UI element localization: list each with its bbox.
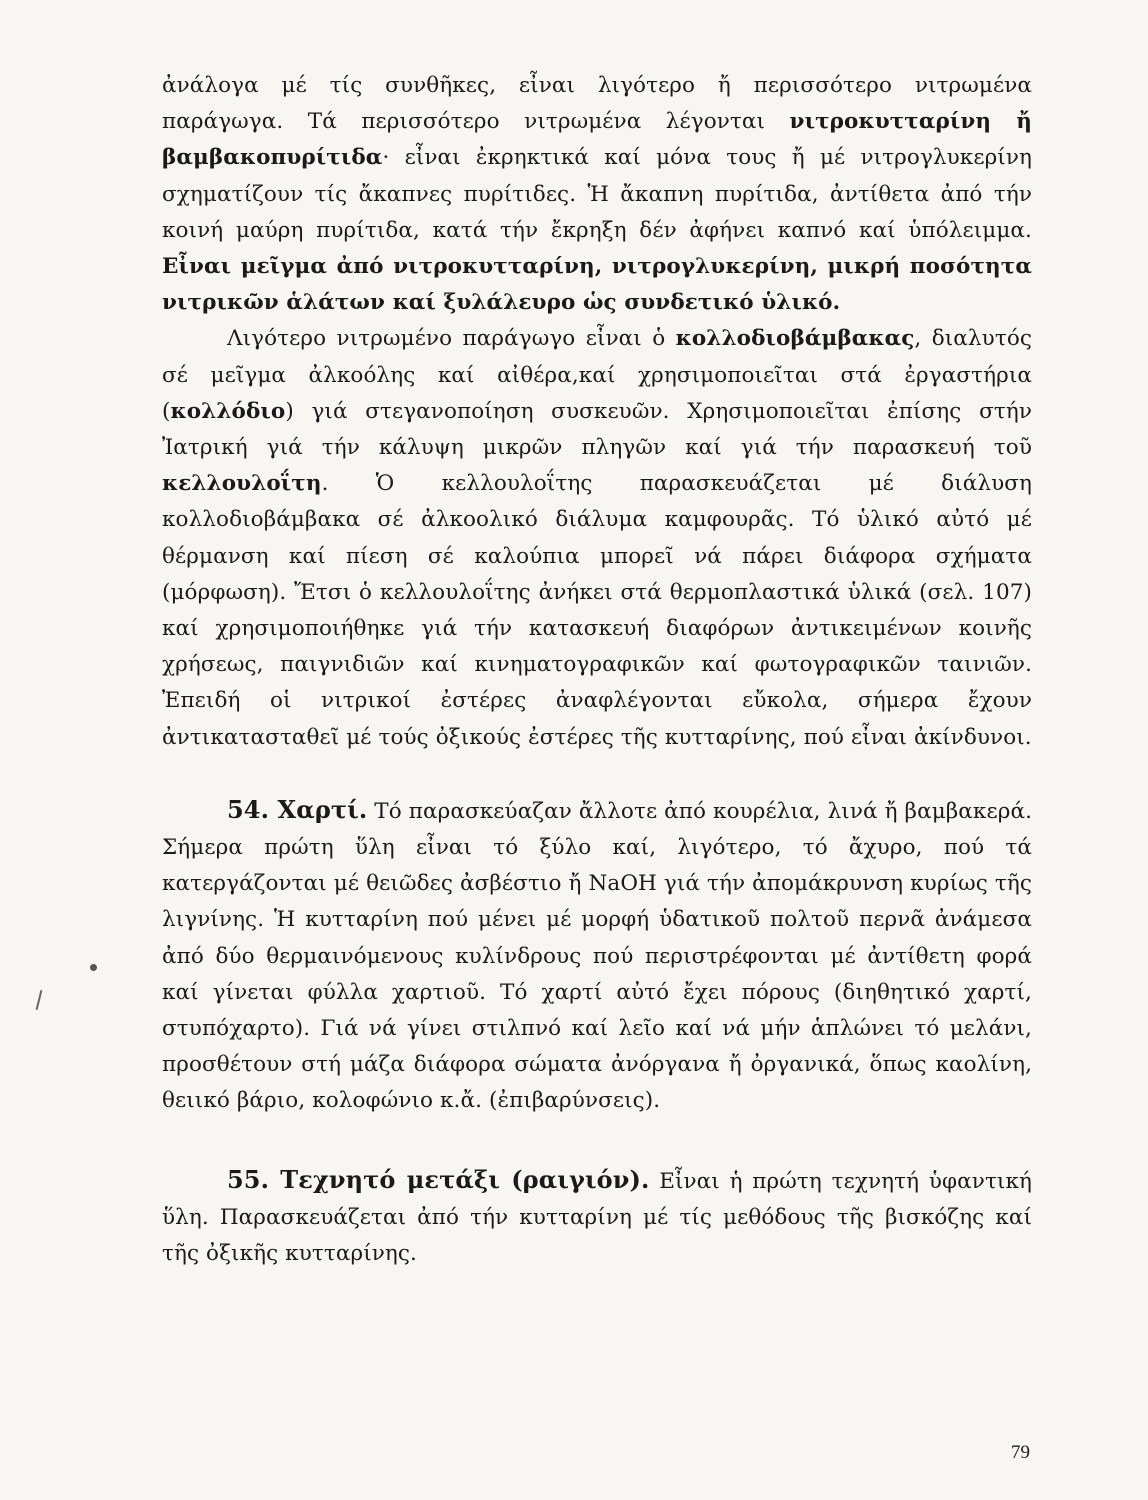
term-nitrocellulose: νιτροκυτταρίνη ἤ βαμβακοπυρίτιδα [162,109,1032,171]
section-55-title: 55. Τεχνητό μετάξι (ραιγιόν). [227,1164,650,1194]
text-run: Λιγότερο νιτρωμένο παράγωγο εἶναι ὁ [227,326,676,352]
section-55-rayon [162,1162,1032,1273]
text-run: · εἶναι ἐκρηκτικά καί μόνα τους ἤ μέ νιτρογλυκερίνη σχηματίζουν τίς ἄκαπνες πυρίτιδες. Ἡ ἄκαπνη πυρίτιδα, ἀντίθετα ἀπό τήν κοινή μαύρη πυρίτιδα, κατά τήν ἔκρηξη δέν ἀφήνει καπνό καί ὑπόλειμμα. [162,145,1032,243]
term-celluloid: κελλουλοΐτη [162,471,322,497]
page-body [162,68,1032,1272]
paragraph-nitrocellulose [162,68,1032,321]
term-collodion: κολλόδιο [170,398,286,424]
margin-mark [36,990,43,1010]
text-run: ) γιά στεγανοποίηση συσκευῶν. Χρησιμοποιεῖται ἐπίσης στήν Ἰατρική γιά τήν κάλυψη μικρῶν πληγῶν καί γιά τήν παρασκευή τοῦ [162,398,1032,461]
text-run: Εἶναι ἡ πρώτη τεχνητή ὑφαντική ὕλη. Παρασκευάζεται ἀπό τήν κυτταρίνη μέ τίς μεθόδους τῆς βισκόζης καί τῆς ὀξικῆς κυτταρίνης. [162,1168,1032,1267]
text-run: ἀνάλογα μέ τίς συνθῆκες, εἶναι λιγότερο ἤ περισσότερο νιτρωμένα παράγωγα. Τά περισσότερο νιτρωμένα λέγονται [162,73,1032,135]
term-collodion-cotton: κολλοδιοβάμβακας [675,326,915,352]
paragraph-collodion [162,321,1032,755]
smokeless-powder-composition: Εἶναι μεῖγμα ἀπό νιτροκυτταρίνη, νιτρογλυκερίνη, μικρή ποσότητα νιτρικῶν ἁλάτων καί ξυλάλευρο ὡς συνδετικό ὑλικό. [162,254,1032,316]
section-54-paper [162,792,1032,1120]
text-run: . Ὁ κελλουλοΐτης παρασκευάζεται μέ διάλυση κολλοδιοβάμβακα σέ ἀλκοολικό διάλυμα καμφουρᾶς. Τό ὑλικό αὐτό μέ θέρμανση καί πίεση σέ καλούπια μπορεῖ νά πάρει διάφορα σχήματα (μόρφωση). Ἔτσι ὁ κελλουλοΐτης ἀνήκει στά θερμοπλαστικά ὑλικά (σελ. 107) καί χρησιμοποιήθηκε γιά τήν κατασκευή διαφόρων ἀντικειμένων κοινῆς χρήσεως, παιγνιδιῶν καί κινηματογραφικῶν καί φωτογραφικῶν ταινιῶν. Ἐπειδή οἱ νιτρικοί ἐστέρες ἀναφλέγονται εὔκολα, σήμερα ἔχουν ἀντικατασταθεῖ μέ τούς ὀξικούς ἐστέρες τῆς κυτταρίνης, πού εἶναι ἀκίνδυνοι. [162,471,1032,750]
page-number: 79 [1011,1442,1030,1463]
text-run: , διαλυτός σέ μεῖγμα ἀλκοόλης καί αἰθέρα,καί χρησιμοποιεῖται στά ἐργαστήρια ( [162,326,1033,424]
margin-dot [90,964,97,971]
text-run: Τό παρασκεύαζαν ἄλλοτε ἀπό κουρέλια, λινά ἤ βαμβακερά. Σήμερα πρώτη ὕλη εἶναι τό ξύλο καί, λιγότερο, τό ἄχυρο, πού τά κατεργάζονται μέ θειῶδες ἀσβέστιο ἤ NaOH γιά τήν ἀπομάκρυνση κυρίως τῆς λιγνίνης. Ἡ κυτταρίνη πού μένει μέ μορφή ὑδατικοῦ πολτοῦ περνᾶ ἀνάμεσα ἀπό δύο θερμαινόμενους κυλίνδρους πού περιστρέφονται μέ ἀντίθετη φορά καί γίνεται φύλλα χαρτιοῦ. Τό χαρτί αὐτό ἔχει πόρους (διηθητικό χαρτί, στυπόχαρτο). Γιά νά γίνει στιλπνό καί λεῖο καί νά μήν ἁπλώνει τό μελάνι, προσθέτουν στή μάζα διάφορα σώματα ἀνόργανα ἤ ὀργανικά, ὅπως καολίνη, θειικό βάριο, κολοφώνιο κ.ἄ. (ἐπιβαρύνσεις). [162,798,1032,1114]
section-54-title: 54. Χαρτί. [227,794,368,824]
